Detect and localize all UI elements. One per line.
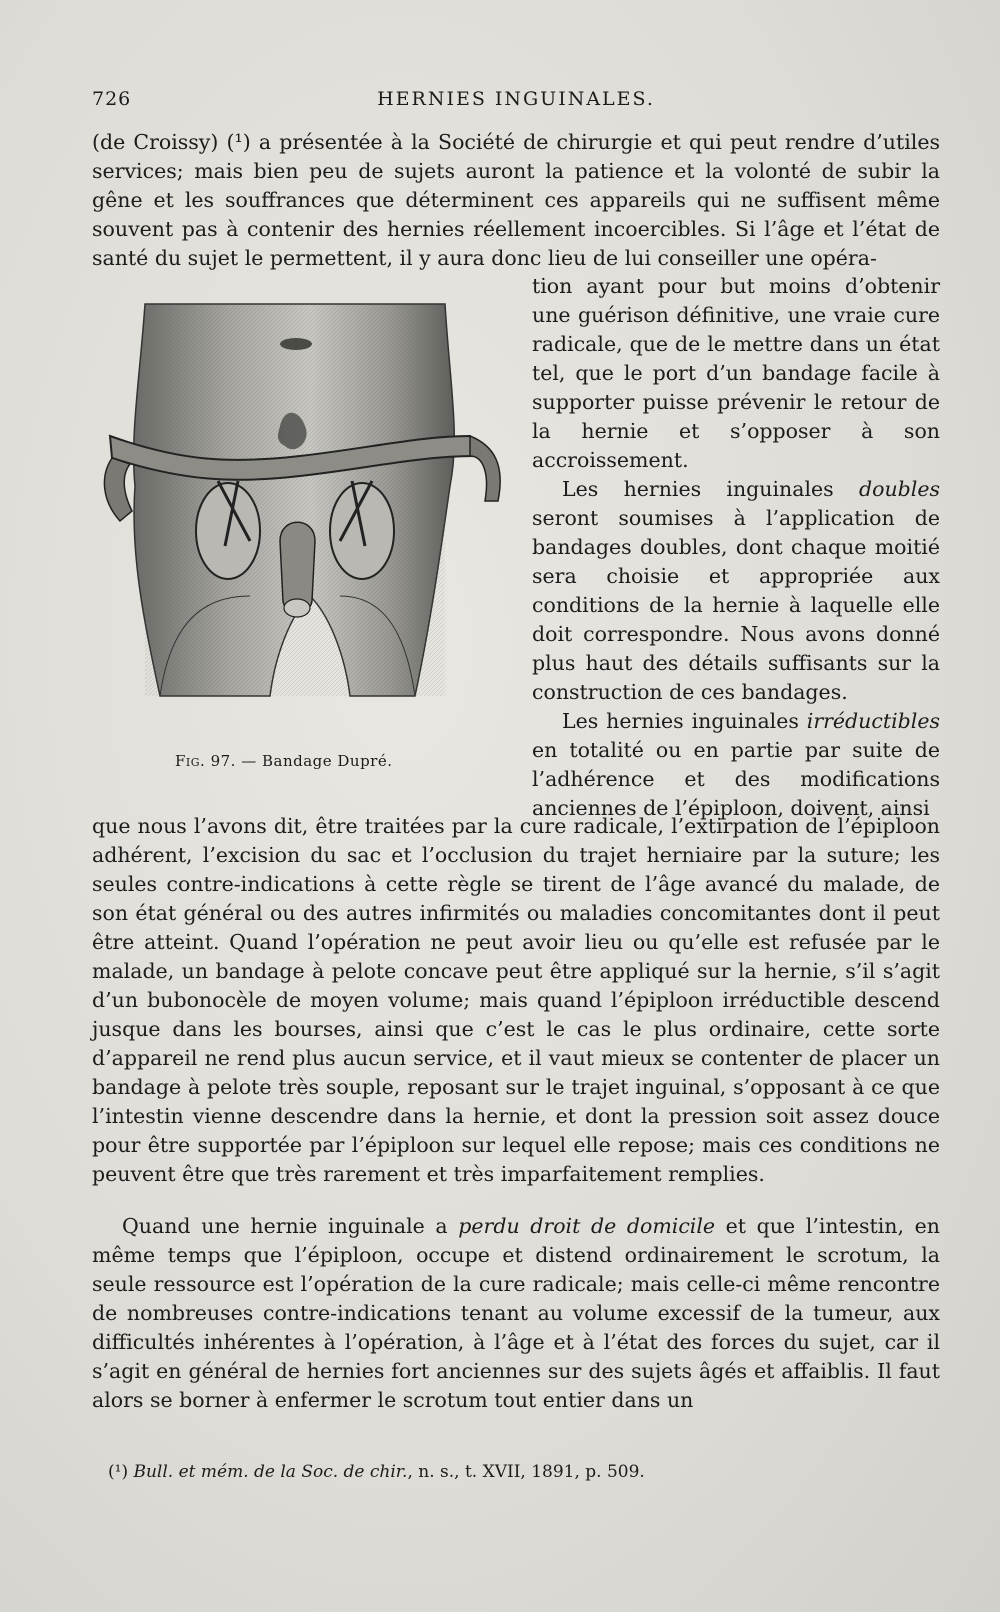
- paragraph-last: [92, 1212, 940, 1415]
- running-title: HERNIES INGUINALES.: [377, 88, 655, 110]
- footnote: [108, 1462, 928, 1482]
- wrap-p3-after: en totalité ou en partie par suite de l’adhérence et des modifications anciennes de l’épiploon, doivent, ainsi: [532, 738, 940, 820]
- paragraph-last-text: [92, 1212, 940, 1415]
- bandage-illustration: [100, 296, 515, 748]
- para-last-italic: perdu droit de domicile: [458, 1214, 716, 1238]
- footnote-source: Bull. et mém. de la Soc. de chir.: [133, 1462, 408, 1482]
- figure-caption-text: — Bandage Dupré.: [235, 752, 393, 770]
- figure-caption: [175, 752, 445, 770]
- wrap-p3-italic: irréductibles: [806, 709, 940, 733]
- paragraph-top-text: (de Croissy) (¹) a présentée à la Société de chirurgie et qui peut rendre d’utiles services; mais bien peu de sujets auront la patience et la volonté de subir la gêne et les souffrances que déterminent ces appareils qui ne suffisent même souvent pas à contenir des hernies réellement incoercibles. Si l’âge et l’état de santé du sujet le permettent, il y aura donc lieu de lui conseiller une opéra-: [92, 130, 940, 270]
- wrap-paragraph-2: [532, 475, 940, 707]
- footnote-rest: , n. s., t. XVII, 1891, p. 509.: [407, 1462, 645, 1482]
- footnote-marker: (¹): [108, 1462, 134, 1482]
- paragraph-top: [92, 128, 940, 273]
- wrap-column: [532, 272, 940, 823]
- wrap-p2-before: Les hernies inguinales: [562, 477, 859, 501]
- page-number: 726: [92, 88, 132, 110]
- wrap-paragraph-1: tion ayant pour but moins d’obtenir une guérison définitive, une vraie cure radicale, que de le mettre dans un état tel, que le port d’un bandage facile à supporter puisse prévenir le retour de la hernie et s’opposer à son accroissement.: [532, 274, 940, 472]
- para-last-before: Quand une hernie inguinale a: [122, 1214, 459, 1238]
- wrap-p2-italic: doubles: [859, 477, 940, 501]
- running-head: [92, 88, 940, 114]
- wrap-p3-before: Les hernies inguinales: [562, 709, 807, 733]
- paragraph-bottom: [92, 812, 940, 1189]
- paragraph-bottom-text: que nous l’avons dit, être traitées par la cure radicale, l’extirpation de l’épiploon adhérent, l’excision du sac et l’occlusion du trajet herniaire par la suture; les seules contre-indications à cette règle se tirent de l’âge avancé du malade, de son état général ou des autres infirmités ou maladies concomitantes dont il peut être atteint. Quand l’opération ne peut avoir lieu ou qu’elle est refusée par le malade, un bandage à pelote concave peut être appliqué sur la hernie, s’il s’agit d’un bubonocèle de moyen volume; mais quand l’épiploon irréductible descend jusque dans les bourses, ainsi que c’est le cas le plus ordinaire, cette sorte d’appareil ne rend plus aucun service, et il vaut mieux se contenter de placer un bandage à pelote très souple, reposant sur le trajet inguinal, s’opposant à ce que l’intestin vienne descendre dans la hernie, et dont la pression soit assez douce pour être supportée par l’épiploon sur lequel elle repose; mais ces conditions ne peuvent être que très rarement et très imparfaitement remplies.: [92, 814, 940, 1186]
- para-last-after: et que l’intestin, en même temps que l’épiploon, occupe et distend ordinairement le scrotum, la seule ressource est l’opération de la cure radicale; mais celle-ci même rencontre de nombreuses contre-indications tenant au volume excessif de la tumeur, aux difficultés inhérentes à l’opération, à l’âge et à l’état des forces du sujet, car il s’agit en général de hernies fort anciennes sur des sujets âgés et affaiblis. Il faut alors se borner à enfermer le scrotum tout entier dans un: [92, 1214, 940, 1412]
- figure-number: Fig. 97.: [175, 752, 236, 770]
- figure-bandage-dupre: [100, 296, 515, 748]
- wrap-p2-after: seront soumises à l’application de bandages doubles, dont chaque moitié sera choisie et appropriée aux conditions de la hernie à laquelle elle doit correspondre. Nous avons donné plus haut des détails suffisants sur la construction de ces bandages.: [532, 506, 940, 704]
- wrap-paragraph-3: [532, 707, 940, 823]
